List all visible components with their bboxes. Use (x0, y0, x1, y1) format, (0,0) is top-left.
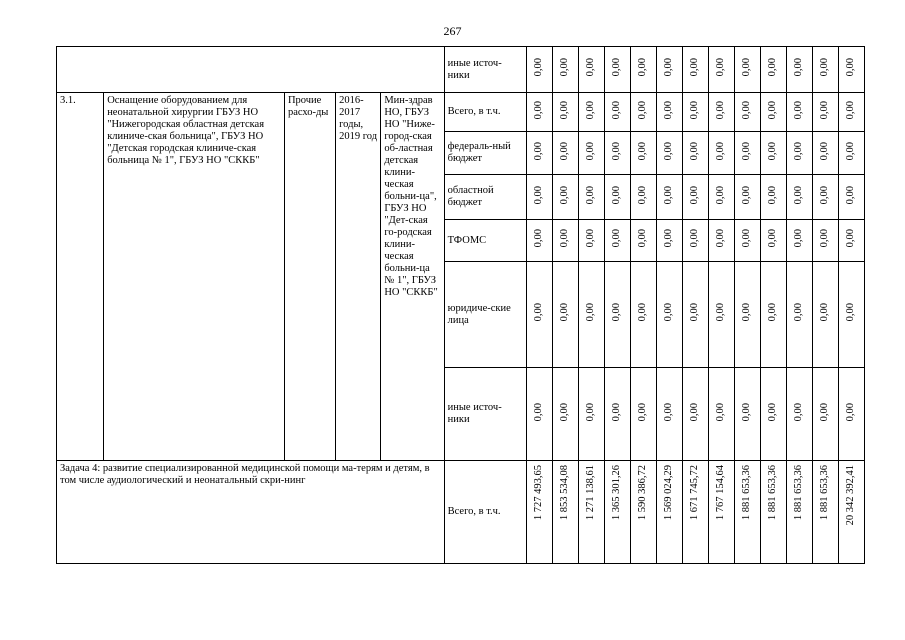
value-cell (734, 132, 760, 175)
measure-expense-type: Прочие расхо-ды (284, 93, 335, 461)
value-text: 0,00 (819, 229, 831, 248)
value-cell (526, 93, 552, 132)
source-label: Всего, в т.ч. (444, 93, 526, 132)
value-cell (552, 47, 578, 93)
value-cell (760, 175, 786, 220)
value-cell (786, 461, 812, 564)
value-text: 0,00 (767, 141, 779, 161)
value-cell (786, 175, 812, 220)
value-text: 0,00 (637, 185, 649, 205)
value-cell (552, 220, 578, 262)
value-cell (812, 132, 838, 175)
value-cell (812, 47, 838, 93)
source-label: областной бюджет (444, 175, 526, 220)
value-text: 0,00 (689, 100, 701, 120)
value-cell (760, 93, 786, 132)
value-text: 0,00 (663, 229, 675, 248)
value-cell (786, 368, 812, 461)
value-text: 0,00 (559, 229, 571, 248)
value-text: 0,00 (793, 229, 805, 248)
value-text: 0,00 (819, 141, 831, 161)
value-text: 0,00 (663, 58, 675, 77)
value-text: 0,00 (637, 100, 649, 120)
source-label: иные источ- ники (444, 47, 526, 93)
value-cell (578, 220, 604, 262)
value-text: 0,00 (845, 100, 857, 120)
value-text: 0,00 (559, 185, 571, 205)
value-cell (708, 47, 734, 93)
value-cell (630, 47, 656, 93)
value-text: 0,00 (767, 402, 779, 422)
value-text: 0,00 (533, 402, 545, 422)
value-text: 0,00 (689, 185, 701, 205)
value-cell (630, 220, 656, 262)
value-cell (552, 132, 578, 175)
value-cell (526, 220, 552, 262)
measure-name: Оснащение оборудованием для неонатальной хирургии ГБУЗ НО "Нижегородская областная детская клиниче-ская больница", ГБУЗ НО "Детская городская клиниче-ская больница № 1", ГБУЗ НО "СККБ" (104, 93, 285, 461)
value-text: 0,00 (819, 303, 831, 322)
value-text: 1 881 653,36 (819, 465, 831, 521)
value-cell (838, 262, 864, 368)
value-cell (812, 175, 838, 220)
value-cell (734, 461, 760, 564)
value-text: 0,00 (559, 141, 571, 161)
page-number: 267 (443, 24, 462, 38)
value-text: 0,00 (819, 402, 831, 422)
value-text: 1 569 024,29 (663, 465, 675, 521)
value-cell (604, 175, 630, 220)
value-text: 1 365 301,26 (611, 465, 623, 521)
value-text: 0,00 (715, 229, 727, 248)
value-text: 0,00 (559, 58, 571, 77)
value-text: 0,00 (767, 185, 779, 205)
value-text: 0,00 (819, 58, 831, 77)
value-text: 0,00 (611, 58, 623, 77)
value-text: 0,00 (741, 58, 753, 77)
value-text: 0,00 (637, 141, 649, 161)
value-text: 0,00 (637, 303, 649, 322)
value-text: 1 767 154,64 (715, 465, 727, 521)
value-text: 0,00 (559, 303, 571, 322)
value-text: 0,00 (689, 402, 701, 422)
value-text: 0,00 (533, 100, 545, 120)
value-cell (708, 368, 734, 461)
value-text: 1 881 653,36 (741, 465, 753, 521)
value-cell (682, 47, 708, 93)
value-cell (786, 132, 812, 175)
value-cell (838, 93, 864, 132)
value-cell (630, 132, 656, 175)
value-text: 0,00 (767, 58, 779, 77)
value-text: 0,00 (637, 402, 649, 422)
value-cell (682, 132, 708, 175)
value-text: 1 671 745,72 (689, 465, 701, 521)
value-cell (604, 262, 630, 368)
value-cell (682, 461, 708, 564)
value-text: 0,00 (611, 100, 623, 120)
value-cell (526, 175, 552, 220)
value-text: 0,00 (611, 229, 623, 248)
value-cell (708, 461, 734, 564)
value-text: 0,00 (559, 100, 571, 120)
value-text: 0,00 (611, 402, 623, 422)
measure-period: 2016-2017 годы, 2019 год (336, 93, 381, 461)
value-cell (630, 93, 656, 132)
value-text: 0,00 (533, 185, 545, 205)
value-cell (708, 262, 734, 368)
value-text: 0,00 (585, 185, 597, 205)
value-cell (552, 175, 578, 220)
value-cell (838, 175, 864, 220)
value-text: 0,00 (715, 185, 727, 205)
value-cell (578, 175, 604, 220)
value-cell (682, 262, 708, 368)
value-text: 0,00 (585, 100, 597, 120)
value-text: 0,00 (793, 58, 805, 77)
value-text: 0,00 (715, 58, 727, 77)
value-cell (708, 132, 734, 175)
value-text: 0,00 (741, 229, 753, 248)
value-cell (708, 175, 734, 220)
value-text: 1 881 653,36 (767, 465, 779, 521)
empty-left-cell (57, 47, 445, 93)
value-text: 0,00 (585, 58, 597, 77)
value-cell (734, 262, 760, 368)
value-cell (604, 220, 630, 262)
value-cell (656, 220, 682, 262)
value-text: 0,00 (793, 185, 805, 205)
value-cell (760, 220, 786, 262)
value-cell (552, 461, 578, 564)
source-label: ТФОМС (444, 220, 526, 262)
value-text: 0,00 (585, 303, 597, 322)
value-text: 0,00 (741, 141, 753, 161)
value-cell (656, 368, 682, 461)
source-label: Всего, в т.ч. (444, 461, 526, 564)
value-text: 1 727 493,65 (533, 465, 545, 521)
value-text: 0,00 (689, 141, 701, 161)
value-text: 0,00 (715, 303, 727, 322)
value-cell (734, 175, 760, 220)
measure-number: 3.1. (57, 93, 104, 461)
value-cell (552, 368, 578, 461)
value-text: 0,00 (845, 402, 857, 422)
value-cell (578, 93, 604, 132)
value-cell (682, 368, 708, 461)
value-text: 0,00 (637, 58, 649, 77)
task-text: Задача 4: развитие специализированной медицинской помощи ма-терям и детям, в том числе аудиологический и неонатальный скри-нинг (57, 461, 445, 564)
value-text: 0,00 (741, 185, 753, 205)
value-cell (552, 262, 578, 368)
value-text: 0,00 (689, 303, 701, 322)
value-text: 0,00 (715, 141, 727, 161)
value-text: 0,00 (533, 141, 545, 161)
value-cell (630, 262, 656, 368)
value-cell (838, 461, 864, 564)
value-text: 0,00 (767, 100, 779, 120)
value-cell (786, 47, 812, 93)
value-cell (604, 368, 630, 461)
value-text: 1 271 138,61 (585, 465, 597, 521)
value-cell (760, 368, 786, 461)
value-cell (526, 132, 552, 175)
value-text: 0,00 (663, 185, 675, 205)
table-row-measure-total (57, 93, 865, 132)
value-cell (630, 175, 656, 220)
value-cell (734, 47, 760, 93)
value-text: 0,00 (637, 229, 649, 248)
value-cell (604, 132, 630, 175)
value-cell (656, 262, 682, 368)
value-cell (682, 93, 708, 132)
value-text: 0,00 (663, 303, 675, 322)
value-text: 0,00 (819, 185, 831, 205)
value-cell (760, 132, 786, 175)
value-cell (760, 262, 786, 368)
value-text: 0,00 (689, 229, 701, 248)
value-cell (604, 461, 630, 564)
value-cell (578, 461, 604, 564)
value-cell (526, 47, 552, 93)
value-text: 0,00 (689, 58, 701, 77)
budget-table (56, 46, 865, 564)
value-text: 0,00 (845, 303, 857, 322)
value-text: 0,00 (793, 303, 805, 322)
value-cell (656, 132, 682, 175)
value-text: 1 853 534,08 (559, 465, 571, 521)
value-text: 0,00 (585, 141, 597, 161)
value-cell (656, 461, 682, 564)
value-cell (526, 262, 552, 368)
value-text: 0,00 (845, 229, 857, 248)
value-text: 0,00 (611, 185, 623, 205)
value-text: 0,00 (741, 402, 753, 422)
value-cell (838, 368, 864, 461)
value-text: 0,00 (793, 100, 805, 120)
value-text: 0,00 (819, 100, 831, 120)
value-cell (708, 220, 734, 262)
value-cell (812, 93, 838, 132)
value-text: 0,00 (767, 303, 779, 322)
table-row-task (57, 461, 865, 564)
value-text: 0,00 (845, 185, 857, 205)
value-cell (760, 47, 786, 93)
table-row-top (57, 47, 865, 93)
value-cell (526, 461, 552, 564)
measure-executor: Мин-здрав НО, ГБУЗ НО "Ниже-город-ская об-ластная детская клини-ческая больни-ца", ГБУЗ НО "Дет-ская го-родская клини-ческая больни-ца № 1", ГБУЗ НО "СККБ" (381, 93, 444, 461)
source-label: федераль-ный бюджет (444, 132, 526, 175)
value-cell (682, 220, 708, 262)
value-cell (838, 47, 864, 93)
value-cell (552, 93, 578, 132)
value-cell (656, 93, 682, 132)
value-cell (578, 262, 604, 368)
value-cell (708, 93, 734, 132)
source-label: иные источ-ники (444, 368, 526, 461)
value-cell (604, 47, 630, 93)
value-cell (786, 262, 812, 368)
value-text: 0,00 (585, 402, 597, 422)
value-text: 0,00 (611, 303, 623, 322)
value-cell (786, 93, 812, 132)
value-cell (656, 175, 682, 220)
value-cell (760, 461, 786, 564)
value-text: 0,00 (767, 229, 779, 248)
value-cell (578, 132, 604, 175)
value-text: 0,00 (845, 58, 857, 77)
value-cell (604, 93, 630, 132)
value-text: 0,00 (663, 100, 675, 120)
value-text: 0,00 (663, 141, 675, 161)
source-label: юридиче-ские лица (444, 262, 526, 368)
value-text: 0,00 (559, 402, 571, 422)
value-text: 0,00 (611, 141, 623, 161)
value-text: 0,00 (793, 402, 805, 422)
value-cell (812, 461, 838, 564)
value-text: 1 590 386,72 (637, 465, 649, 521)
value-cell (838, 132, 864, 175)
value-text: 0,00 (533, 229, 545, 248)
value-cell (812, 368, 838, 461)
value-cell (786, 220, 812, 262)
value-cell (838, 220, 864, 262)
value-cell (630, 368, 656, 461)
value-text: 0,00 (741, 303, 753, 322)
value-text: 0,00 (715, 402, 727, 422)
value-text: 0,00 (845, 141, 857, 161)
value-cell (526, 368, 552, 461)
value-cell (812, 220, 838, 262)
value-cell (578, 368, 604, 461)
value-text: 0,00 (793, 141, 805, 161)
value-text: 0,00 (715, 100, 727, 120)
value-text: 20 342 392,41 (845, 465, 857, 526)
value-text: 1 881 653,36 (793, 465, 805, 521)
value-cell (734, 368, 760, 461)
value-cell (682, 175, 708, 220)
value-text: 0,00 (533, 58, 545, 77)
value-text: 0,00 (533, 303, 545, 322)
value-cell (656, 47, 682, 93)
value-cell (578, 47, 604, 93)
value-text: 0,00 (585, 229, 597, 248)
value-cell (734, 220, 760, 262)
value-text: 0,00 (663, 402, 675, 422)
value-cell (812, 262, 838, 368)
value-text: 0,00 (741, 100, 753, 120)
value-cell (734, 93, 760, 132)
value-cell (630, 461, 656, 564)
